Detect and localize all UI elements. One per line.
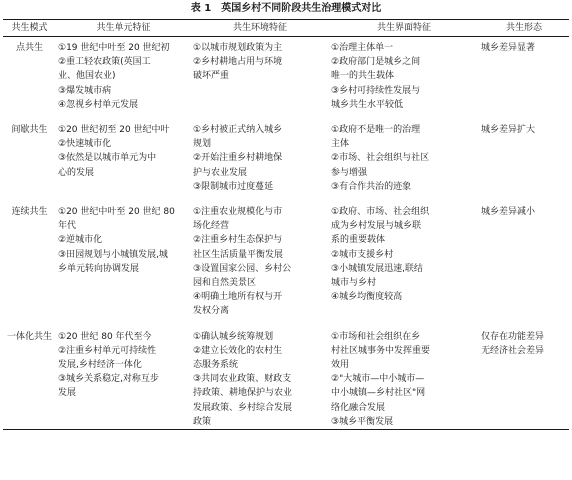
cell-line: ②注重乡村单元可持续性	[58, 345, 157, 356]
cell-line: ①19 世纪中叶至 20 世纪初	[58, 43, 170, 53]
cell-line: 场化经营	[193, 221, 230, 232]
cell-line: ①政府不是唯一的治理	[331, 125, 421, 136]
unit-cell	[56, 37, 191, 113]
table-number: 表 1	[190, 3, 212, 14]
interface-cell	[329, 319, 479, 430]
mode-cell: 点共生	[15, 43, 43, 53]
cell-line: ③限制城市过度蔓延	[193, 181, 274, 192]
cell-line: ②建立长效化的农村生	[193, 345, 283, 356]
cell-line: ①确认城乡统筹规划	[193, 331, 274, 342]
cell-line: 政策	[193, 416, 212, 427]
cell-line: 规划	[193, 139, 212, 150]
cell-line: ②逆城市化	[58, 235, 103, 246]
cell-line: ②快速城市化	[58, 139, 112, 150]
table-row	[3, 319, 569, 430]
unit-cell	[56, 319, 191, 430]
header-unit: 共生单元特征	[56, 20, 191, 37]
cell-line: ③有合作共治的迹象	[331, 181, 412, 192]
cell-line: ②"大城市—中小城市—	[331, 374, 425, 385]
cell-line: ①市场和社会组织在乡	[331, 331, 421, 342]
interface-cell	[329, 37, 479, 113]
cell-line: 年代	[58, 221, 77, 232]
env-cell	[191, 319, 329, 430]
cell-line: 城乡差异减小	[481, 207, 536, 218]
table-title: 英国乡村不同阶段共生治理模式对比	[221, 3, 382, 14]
cell-line: 心的发展	[58, 167, 95, 178]
cell-line: ②市场、社会组织与社区	[331, 153, 430, 164]
form-cell	[479, 194, 569, 319]
cell-line: ③乡村可持续性发展与	[331, 85, 421, 96]
table-row	[3, 37, 569, 113]
cell-line: 主体	[331, 139, 350, 150]
env-cell	[191, 194, 329, 319]
cell-line: ③共同农业政策、财政支	[193, 374, 292, 385]
env-cell	[191, 112, 329, 194]
header-form: 共生形态	[479, 20, 569, 37]
cell-line: 园和自然美景区	[193, 278, 257, 289]
cell-line: 业、他国农业)	[58, 71, 116, 82]
form-cell	[479, 319, 569, 430]
cell-line: ③小城镇发展迅速,联结	[331, 263, 423, 274]
cell-line: ②政府部门是城乡之间	[331, 57, 421, 68]
cell-line: ①乡村被正式纳入城乡	[193, 125, 283, 136]
cell-line: 态服务系统	[193, 360, 239, 371]
header-row	[3, 20, 569, 37]
cell-line: ①注重农业规模化与市	[193, 207, 283, 218]
cell-line: ③依然是以城市单元为中	[58, 153, 157, 164]
cell-line: ③城乡关系稳定,对称互步	[58, 374, 159, 385]
cell-line: 破坏严重	[193, 71, 230, 82]
cell-line: ①20 世纪 80 年代至今	[58, 331, 152, 342]
mode-cell: 一体化共生	[3, 319, 56, 430]
mode-cell: 连续共生	[11, 207, 48, 218]
cell-line: ④忽视乡村单元发展	[58, 99, 139, 110]
cell-line: ②城市支援乡村	[331, 249, 394, 260]
cell-line: ②乡村耕地占用与环境	[193, 57, 283, 68]
cell-line: 发展政策、乡村综合发展	[193, 402, 293, 413]
unit-cell	[56, 112, 191, 194]
unit-cell	[56, 194, 191, 319]
cell-line: ③爆发城市病	[58, 85, 112, 96]
cell-line: 城乡差异显著	[481, 43, 536, 53]
cell-line: 成为乡村发展与城乡联	[331, 221, 422, 232]
cell-line: ②注重乡村生态保护与	[193, 235, 283, 246]
env-cell	[191, 37, 329, 113]
interface-cell	[329, 194, 479, 319]
cell-line: ②重工轻农政策(英国工	[58, 57, 151, 68]
cell-line: 持政策、耕地保护与农业	[193, 388, 293, 399]
cell-line: 城市与乡村	[331, 278, 377, 289]
form-cell	[479, 37, 569, 113]
cell-line: 城乡共生水平较低	[331, 99, 404, 110]
cell-line: 乡单元转向协调发展	[58, 263, 140, 274]
cell-line: 发展	[58, 388, 77, 399]
cell-line: 中小城镇—乡村社区"网	[331, 388, 426, 399]
cell-line: 唯一的共生载体	[331, 71, 395, 82]
cell-line: ③城乡平衡发展	[331, 416, 394, 427]
cell-line: 无经济社会差异	[481, 345, 545, 356]
header-interface: 共生界面特征	[329, 20, 479, 37]
cell-line: ④明确土地所有权与开	[193, 292, 283, 303]
form-cell	[479, 112, 569, 194]
cell-line: 效用	[331, 360, 350, 371]
interface-cell	[329, 112, 479, 194]
cell-line: ①治理主体单一	[331, 43, 394, 53]
cell-line: 社区生活质量平衡发展	[193, 249, 284, 260]
cell-line: 发展,乡村经济一体化	[58, 360, 142, 371]
mode-cell: 间歇共生	[11, 125, 48, 136]
cell-line: ①政府、市场、社会组织	[331, 207, 430, 218]
table-caption	[0, 2, 572, 16]
cell-line: ③田园规划与小城镇发展,城	[58, 249, 168, 260]
cell-line: 参与增强	[331, 167, 368, 178]
header-mode: 共生模式	[3, 20, 56, 37]
table-row	[3, 194, 569, 319]
cell-line: 仅存在功能差异	[481, 331, 545, 342]
cell-line: ①以城市规划政策为主	[193, 43, 283, 53]
cell-line: ③设置国家公园、乡村公	[193, 263, 292, 274]
cell-line: 城乡差异扩大	[481, 125, 536, 136]
cell-line: 发权分离	[193, 306, 230, 317]
cell-line: 护与农业发展	[193, 167, 248, 178]
cell-line: 络化融合发展	[331, 402, 386, 413]
cell-line: ④城乡均衡度较高	[331, 292, 403, 303]
header-env: 共生环境特征	[191, 20, 329, 37]
cell-line: 系的重要载体	[331, 235, 386, 246]
cell-line: ①20 世纪初至 20 世纪中叶	[58, 125, 170, 136]
cell-line: ①20 世纪中叶至 20 世纪 80	[58, 207, 175, 218]
cell-line: ②开始注重乡村耕地保	[193, 153, 283, 164]
comparison-table	[3, 19, 569, 430]
cell-line: 村社区城事务中发挥重要	[331, 345, 431, 356]
table-row	[3, 112, 569, 194]
